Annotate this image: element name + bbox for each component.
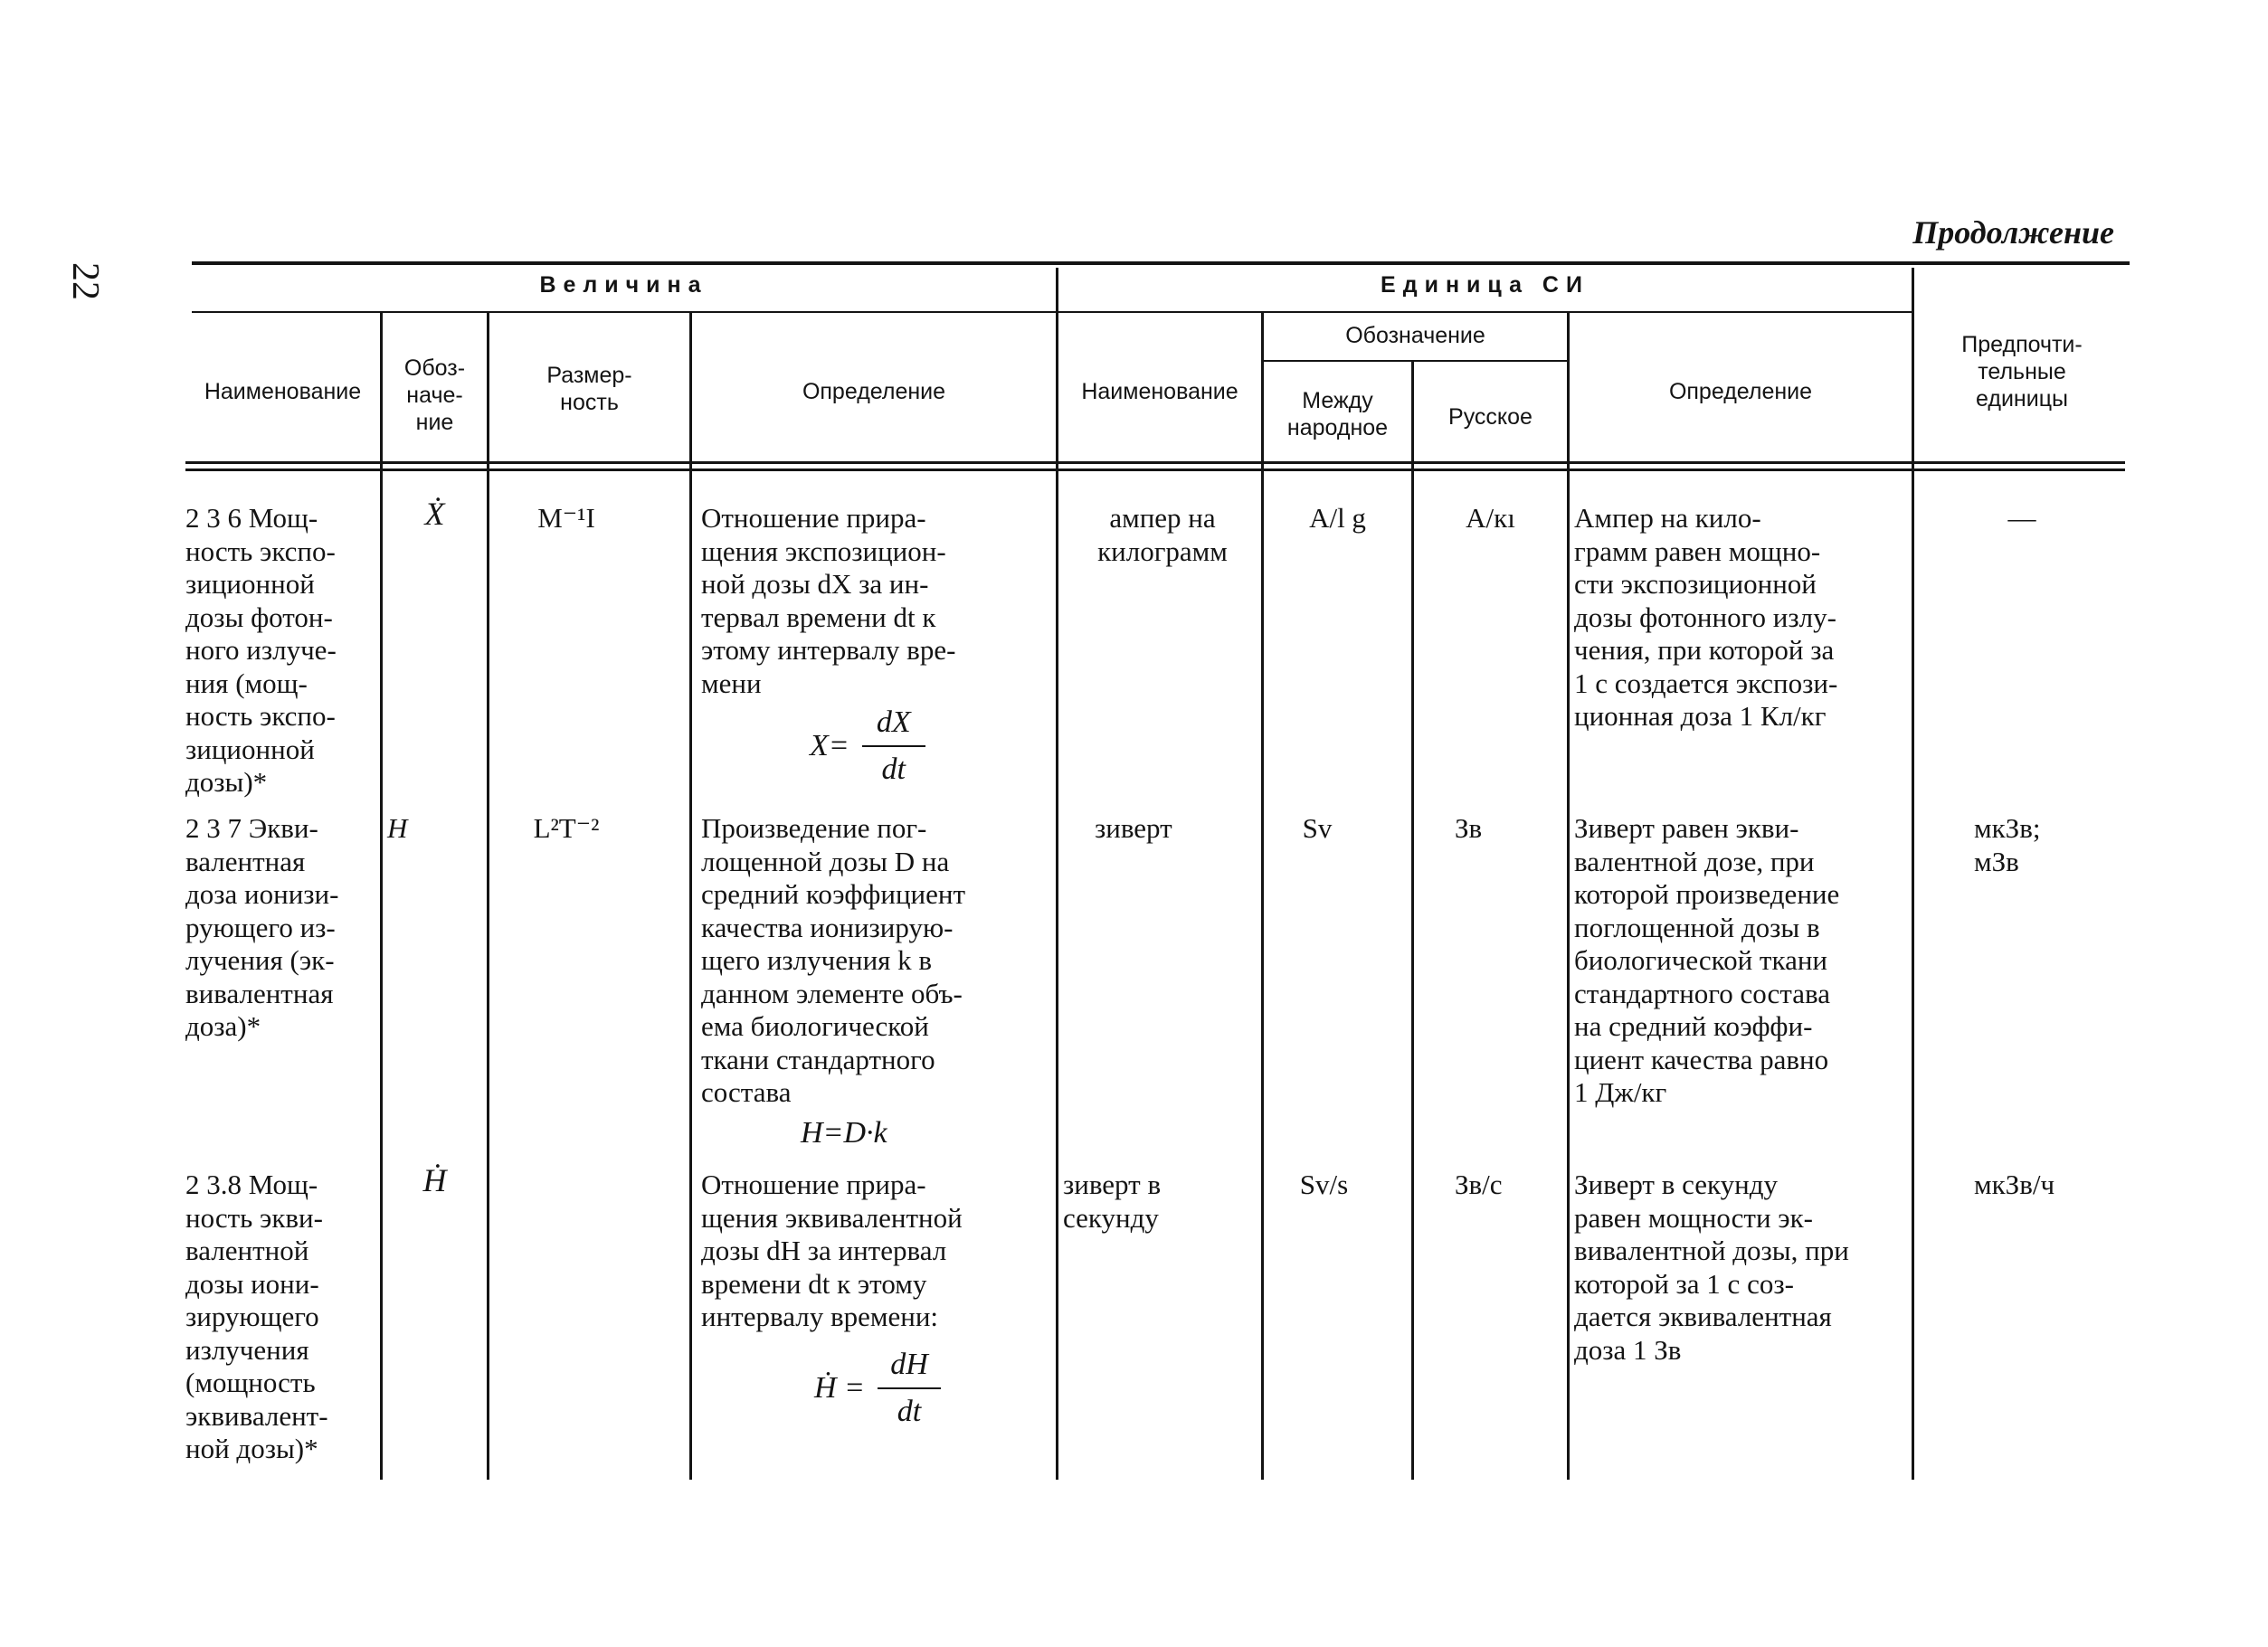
- col-line-8: [1912, 268, 1914, 1480]
- row-236-formula-lhs: X=: [810, 729, 849, 762]
- row-237-preferred: мкЗв; мЗв: [1974, 812, 2041, 877]
- row-236-formula-numerator: dX: [876, 705, 911, 739]
- col-line-4: [1056, 268, 1058, 1480]
- row-237-unit-definition: Зиверт равен экви- валентной дозе, при которой произведение поглощенной дозы в биологической ткани стандартного состава на средний коэффи- циент качества равно 1 Дж/кг: [1574, 812, 1840, 1108]
- row-237-symbol: H: [387, 812, 408, 844]
- row-237-formula: H=D·k: [801, 1116, 887, 1150]
- row-238-symbol: Ḣ: [422, 1162, 447, 1198]
- row-237-intl: Sv: [1302, 812, 1333, 844]
- header-preferred-units: Предпочти- тельные единицы: [1961, 332, 2083, 412]
- header-quantity-dimension: Размер- ность: [546, 363, 632, 415]
- row-238-formula-lhs: Ḣ =: [814, 1371, 865, 1405]
- row-238-preferred: мкЗв/ч: [1974, 1169, 2055, 1200]
- row-237-name: 2 3 7 Экви- валентная доза ионизи- рующего из- лучения (эк- вивалентная доза)*: [185, 812, 339, 1042]
- row-237-dimension: L²T⁻²: [533, 812, 600, 844]
- designation-rule: [1264, 360, 1567, 362]
- col-line-7: [1567, 313, 1570, 1480]
- col-line-5: [1261, 313, 1264, 1480]
- col-line-3: [689, 313, 692, 1480]
- row-237-russian: Зв: [1455, 812, 1483, 844]
- header-quantity-definition: Определение: [802, 379, 946, 404]
- row-236-russian: А/кı: [1466, 502, 1515, 534]
- group-rule-quantity: [192, 311, 1056, 313]
- header-bottom-rule: [185, 461, 2125, 464]
- header-quantity-symbol: Обоз- наче- ние: [403, 355, 466, 435]
- row-236-intl: A/l g: [1309, 502, 1366, 534]
- header-unit-definition: Определение: [1668, 379, 1813, 404]
- row-236-formula: [810, 705, 925, 787]
- header-quantity-name: Наименование: [204, 379, 362, 404]
- row-236-preferred: —: [2007, 502, 2036, 534]
- row-238-intl: Sv/s: [1299, 1169, 1349, 1200]
- row-236-dimension: M⁻¹I: [537, 502, 595, 534]
- row-236-formula-denominator: dt: [881, 753, 906, 786]
- row-236-symbol: Ẋ: [424, 496, 445, 532]
- continuation-label: Продолжение: [1912, 214, 2114, 251]
- row-238-formula-denominator: dt: [897, 1395, 922, 1428]
- header-bottom-rule-2: [185, 469, 2125, 471]
- row-238-formula-numerator: dH: [890, 1348, 928, 1381]
- row-238-definition: Отношение прира- щения эквивалентной дозы dH за интервал времени dt к этому интервалу времени:: [701, 1169, 963, 1332]
- page-number: 22: [64, 262, 106, 300]
- header-unit-designation: Обозначение: [1345, 323, 1485, 348]
- row-238-unit-definition: Зиверт в секунду равен мощности эк- вивалентной дозы, при которой за 1 с соз- дается эквивалентная доза 1 Зв: [1574, 1169, 1849, 1366]
- row-237-definition: Произведение пог- лощенной дозы D на средний коэффициент качества ионизирую- щего излучения k в данном элементе объ- ема биологической ткани стандартного состава: [701, 812, 966, 1108]
- group-rule-unit: [1058, 311, 1912, 313]
- row-236-unit-definition: Ампер на кило- грамм равен мощно- сти экспозиционной дозы фотонного излу- чения, при которой за 1 с создается экспози- ционная доза 1 Кл/кг: [1574, 502, 1838, 732]
- row-238-formula: [814, 1348, 941, 1429]
- col-line-2: [487, 313, 489, 1480]
- row-238-name: 2 3.8 Мощ- ность экви- валентной дозы иони- зирующего излучения (мощность эквивалент- ной дозы)*: [185, 1169, 328, 1464]
- row-236-name: 2 3 6 Мощ- ность экспо- зиционной дозы фотон- ного излуче- ния (мощ- ность экспо- зиционной дозы)*: [185, 502, 337, 798]
- header-unit-international: Между народное: [1286, 388, 1389, 440]
- row-236-unit-name: ампер на килограмм: [1097, 502, 1228, 567]
- row-237-unit-name: зиверт: [1095, 812, 1172, 844]
- row-238-unit-name: зиверт в секунду: [1063, 1169, 1162, 1234]
- table-top-rule: [192, 261, 2130, 265]
- header-unit-russian: Русское: [1448, 404, 1533, 430]
- row-236-definition: Отношение прира- щения экспозицион- ной дозы dX за ин- тервал времени dt к этому интервалу вре- мени: [701, 502, 956, 699]
- row-238-russian: Зв/с: [1455, 1169, 1503, 1200]
- header-unit-name: Наименование: [1081, 379, 1238, 404]
- header-quantity-group: Величина: [539, 272, 708, 298]
- header-unit-group: Единица СИ: [1381, 272, 1589, 298]
